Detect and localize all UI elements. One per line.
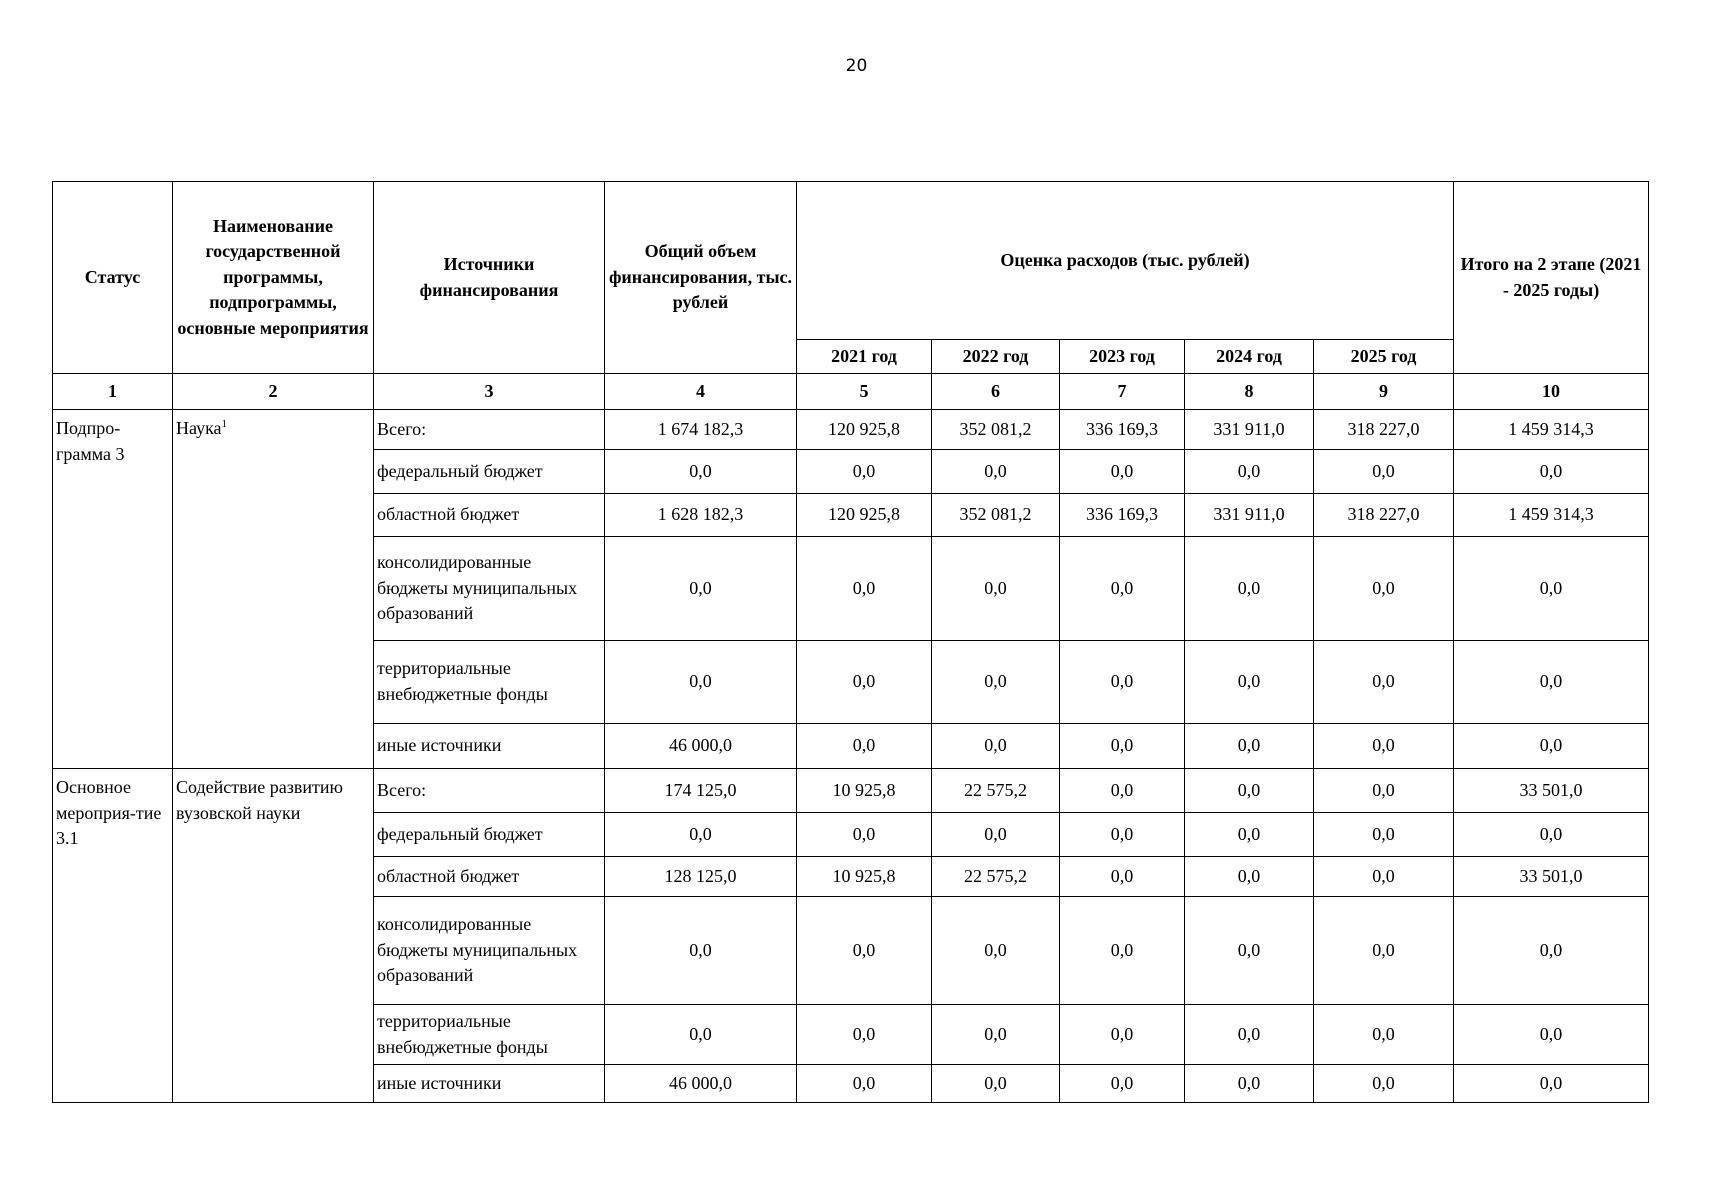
row-year-value: 0,0 bbox=[1314, 769, 1454, 813]
column-number: 1 bbox=[53, 374, 173, 410]
row-year-value: 0,0 bbox=[1185, 1065, 1314, 1103]
row-year-value: 0,0 bbox=[797, 1065, 932, 1103]
row-year-value: 318 227,0 bbox=[1314, 494, 1454, 537]
row-year-value: 0,0 bbox=[797, 813, 932, 857]
row-year-value: 0,0 bbox=[1060, 769, 1185, 813]
row-year-value: 0,0 bbox=[1060, 857, 1185, 897]
row-year-value: 0,0 bbox=[1314, 537, 1454, 641]
row-year-value: 0,0 bbox=[1060, 537, 1185, 641]
row-stage-total: 0,0 bbox=[1454, 641, 1649, 724]
row-year-value: 0,0 bbox=[797, 1005, 932, 1065]
row-year-value: 120 925,8 bbox=[797, 494, 932, 537]
column-number: 2 bbox=[173, 374, 374, 410]
row-total: 46 000,0 bbox=[605, 724, 797, 769]
row-source: Всего: bbox=[374, 769, 605, 813]
row-year-value: 0,0 bbox=[1185, 537, 1314, 641]
header-year: 2021 год bbox=[797, 340, 932, 374]
header-year: 2025 год bbox=[1314, 340, 1454, 374]
row-year-value: 0,0 bbox=[932, 450, 1060, 494]
program-name-text: Содействие развитию вузовской науки bbox=[176, 777, 343, 823]
row-source: консолидированные бюджеты муниципальных образований bbox=[374, 897, 605, 1005]
row-year-value: 0,0 bbox=[932, 897, 1060, 1005]
row-source: областной бюджет bbox=[374, 857, 605, 897]
row-total: 1 628 182,3 bbox=[605, 494, 797, 537]
row-year-value: 0,0 bbox=[797, 641, 932, 724]
row-source: иные источники bbox=[374, 1065, 605, 1103]
row-year-value: 0,0 bbox=[1060, 641, 1185, 724]
row-year-value: 336 169,3 bbox=[1060, 494, 1185, 537]
row-year-value: 0,0 bbox=[1314, 897, 1454, 1005]
header-status: Статус bbox=[53, 182, 173, 374]
column-number: 9 bbox=[1314, 374, 1454, 410]
budget-table bbox=[52, 181, 1649, 1103]
header-year: 2024 год bbox=[1185, 340, 1314, 374]
column-number: 6 bbox=[932, 374, 1060, 410]
row-year-value: 0,0 bbox=[1314, 1005, 1454, 1065]
row-year-value: 0,0 bbox=[1060, 813, 1185, 857]
row-year-value: 0,0 bbox=[1314, 813, 1454, 857]
row-stage-total: 1 459 314,3 bbox=[1454, 410, 1649, 450]
row-year-value: 0,0 bbox=[932, 1005, 1060, 1065]
row-stage-total: 0,0 bbox=[1454, 897, 1649, 1005]
page-number: 20 bbox=[845, 56, 868, 76]
row-year-value: 0,0 bbox=[797, 450, 932, 494]
row-total: 0,0 bbox=[605, 641, 797, 724]
row-year-value: 318 227,0 bbox=[1314, 410, 1454, 450]
row-stage-total: 0,0 bbox=[1454, 450, 1649, 494]
header-sources: Источники финансирования bbox=[374, 182, 605, 374]
row-year-value: 0,0 bbox=[932, 537, 1060, 641]
row-stage-total: 1 459 314,3 bbox=[1454, 494, 1649, 537]
row-year-value: 352 081,2 bbox=[932, 494, 1060, 537]
program-name-text: Наука bbox=[176, 418, 222, 438]
row-year-value: 22 575,2 bbox=[932, 769, 1060, 813]
row-source: консолидированные бюджеты муниципальных образований bbox=[374, 537, 605, 641]
row-total: 0,0 bbox=[605, 450, 797, 494]
row-year-value: 336 169,3 bbox=[1060, 410, 1185, 450]
row-year-value: 0,0 bbox=[797, 724, 932, 769]
row-source: областной бюджет bbox=[374, 494, 605, 537]
row-stage-total: 33 501,0 bbox=[1454, 857, 1649, 897]
row-year-value: 331 911,0 bbox=[1185, 494, 1314, 537]
row-year-value: 0,0 bbox=[1060, 1005, 1185, 1065]
row-year-value: 10 925,8 bbox=[797, 857, 932, 897]
row-year-value: 0,0 bbox=[1185, 450, 1314, 494]
row-source: федеральный бюджет bbox=[374, 813, 605, 857]
row-stage-total: 0,0 bbox=[1454, 1065, 1649, 1103]
row-year-value: 0,0 bbox=[1185, 641, 1314, 724]
column-number: 4 bbox=[605, 374, 797, 410]
row-year-value: 0,0 bbox=[1185, 857, 1314, 897]
column-number: 10 bbox=[1454, 374, 1649, 410]
row-total: 174 125,0 bbox=[605, 769, 797, 813]
row-year-value: 22 575,2 bbox=[932, 857, 1060, 897]
footnote-marker: 1 bbox=[221, 418, 228, 430]
row-total: 128 125,0 bbox=[605, 857, 797, 897]
header-year: 2023 год bbox=[1060, 340, 1185, 374]
row-year-value: 0,0 bbox=[1185, 769, 1314, 813]
row-year-value: 352 081,2 bbox=[932, 410, 1060, 450]
table-row bbox=[53, 410, 1649, 450]
row-year-value: 0,0 bbox=[1314, 1065, 1454, 1103]
row-year-value: 0,0 bbox=[1314, 724, 1454, 769]
row-year-value: 0,0 bbox=[797, 537, 932, 641]
header-name: Наименование государственной программы, подпрограммы, основные мероприятия bbox=[173, 182, 374, 374]
row-year-value: 0,0 bbox=[1185, 724, 1314, 769]
column-number: 3 bbox=[374, 374, 605, 410]
row-source: федеральный бюджет bbox=[374, 450, 605, 494]
row-program-name bbox=[173, 769, 374, 1103]
row-status: Основное мероприя-тие 3.1 bbox=[53, 769, 173, 1103]
row-total: 0,0 bbox=[605, 897, 797, 1005]
column-number: 8 bbox=[1185, 374, 1314, 410]
row-stage-total: 0,0 bbox=[1454, 813, 1649, 857]
row-program-name bbox=[173, 410, 374, 769]
row-year-value: 0,0 bbox=[932, 813, 1060, 857]
row-year-value: 0,0 bbox=[1185, 813, 1314, 857]
row-year-value: 0,0 bbox=[1185, 1005, 1314, 1065]
row-year-value: 0,0 bbox=[1314, 641, 1454, 724]
row-stage-total: 33 501,0 bbox=[1454, 769, 1649, 813]
table-row bbox=[53, 769, 1649, 813]
row-total: 0,0 bbox=[605, 1005, 797, 1065]
row-year-value: 0,0 bbox=[932, 641, 1060, 724]
row-source: территориальные внебюджетные фонды bbox=[374, 1005, 605, 1065]
row-year-value: 0,0 bbox=[932, 1065, 1060, 1103]
row-year-value: 0,0 bbox=[932, 724, 1060, 769]
row-year-value: 0,0 bbox=[1060, 1065, 1185, 1103]
row-year-value: 0,0 bbox=[1060, 450, 1185, 494]
header-stage-total: Итого на 2 этапе (2021 - 2025 годы) bbox=[1454, 182, 1649, 374]
row-stage-total: 0,0 bbox=[1454, 1005, 1649, 1065]
row-stage-total: 0,0 bbox=[1454, 724, 1649, 769]
header-total: Общий объем финансирования, тыс. рублей bbox=[605, 182, 797, 374]
row-status: Подпро-грамма 3 bbox=[53, 410, 173, 769]
row-total: 0,0 bbox=[605, 813, 797, 857]
row-year-value: 0,0 bbox=[1314, 857, 1454, 897]
row-source: иные источники bbox=[374, 724, 605, 769]
row-year-value: 331 911,0 bbox=[1185, 410, 1314, 450]
row-total: 46 000,0 bbox=[605, 1065, 797, 1103]
row-year-value: 0,0 bbox=[1314, 450, 1454, 494]
row-year-value: 120 925,8 bbox=[797, 410, 932, 450]
row-source: территориальные внебюджетные фонды bbox=[374, 641, 605, 724]
column-number: 7 bbox=[1060, 374, 1185, 410]
row-year-value: 0,0 bbox=[797, 897, 932, 1005]
row-year-value: 0,0 bbox=[1185, 897, 1314, 1005]
row-stage-total: 0,0 bbox=[1454, 537, 1649, 641]
row-year-value: 0,0 bbox=[1060, 724, 1185, 769]
row-source: Всего: bbox=[374, 410, 605, 450]
row-year-value: 10 925,8 bbox=[797, 769, 932, 813]
row-year-value: 0,0 bbox=[1060, 897, 1185, 1005]
header-year: 2022 год bbox=[932, 340, 1060, 374]
column-number: 5 bbox=[797, 374, 932, 410]
row-total: 0,0 bbox=[605, 537, 797, 641]
row-total: 1 674 182,3 bbox=[605, 410, 797, 450]
header-estimate: Оценка расходов (тыс. рублей) bbox=[797, 182, 1454, 340]
